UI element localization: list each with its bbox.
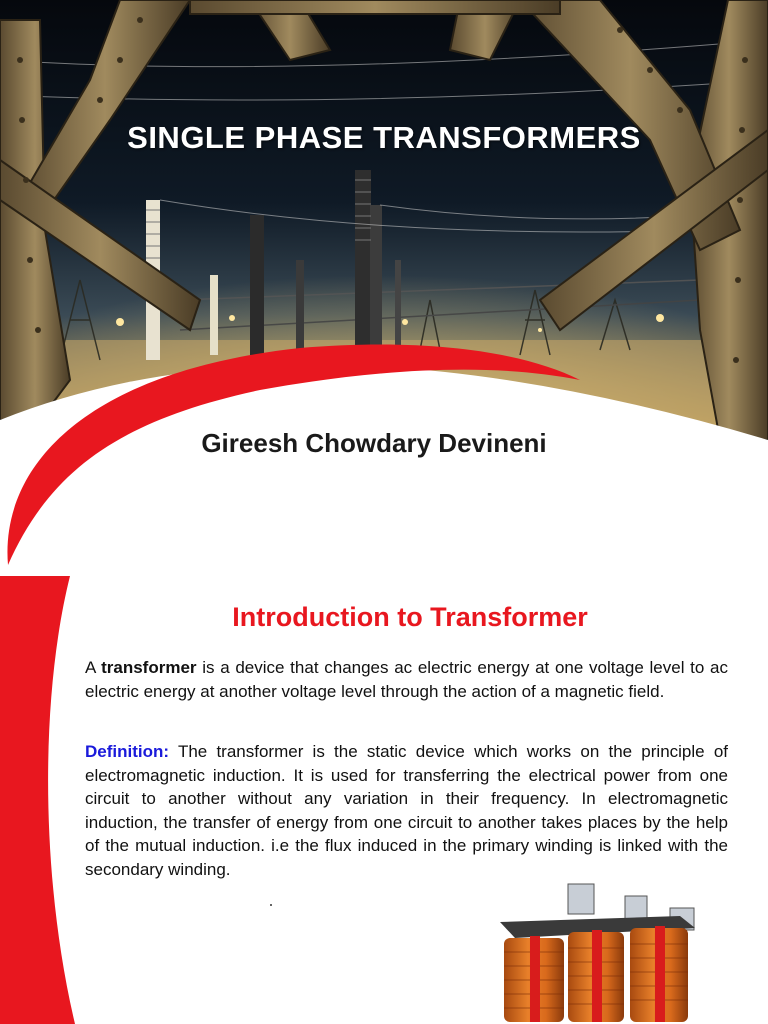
slide-heading: Introduction to Transformer (232, 602, 588, 632)
red-side-swoosh (0, 576, 80, 1024)
introduction-slide (0, 576, 768, 1024)
transformer-image (490, 882, 710, 1022)
author-name: Gireesh Chowdary Devineni (201, 428, 547, 458)
keyword-transformer: transformer (101, 658, 197, 677)
presentation-title: SINGLE PHASE TRANSFORMERS (127, 120, 641, 155)
definition-label: Definition: (85, 742, 170, 761)
stray-dot (270, 904, 272, 906)
intro-paragraph: A transformer is a device that changes ac electric energy at one voltage level to ac electric energy at another voltage level through the action of a magnetic field. (85, 658, 728, 701)
definition-paragraph: Definition: The transformer is the static device which works on the principle of electromagnetic induction. It is used for transferring the electrical power from one circuit to another without any variation in their frequency. In electromagnetic induction, the transfer of energy from one circuit to another takes places by the help of the mutual induction. i.e the flux induced in the primary winding is linked with the secondary winding. (85, 742, 728, 879)
